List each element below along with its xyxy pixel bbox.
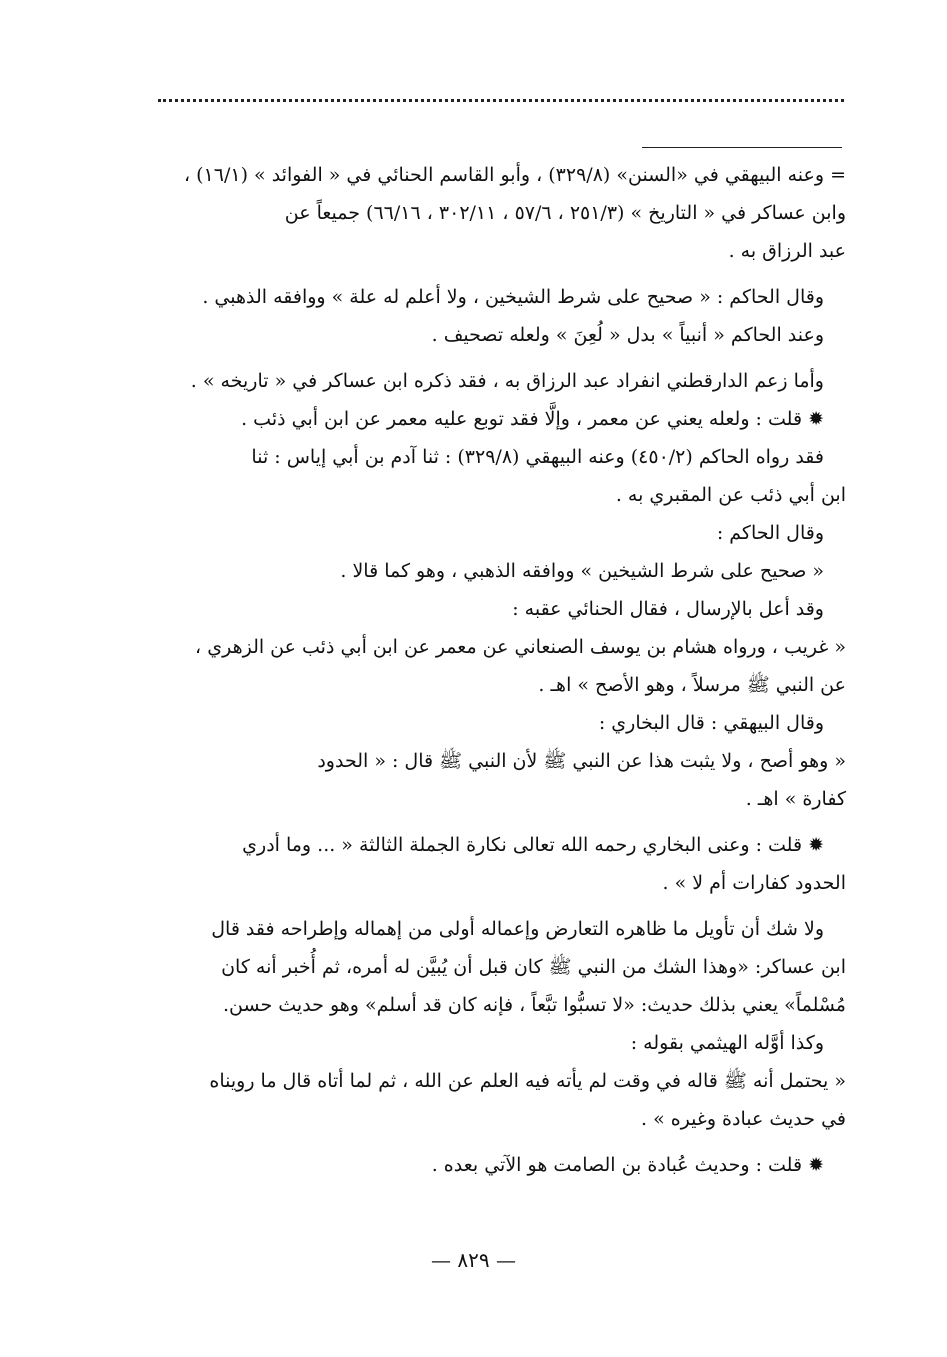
- text-line: « وهو أصح ، ولا يثبت هذا عن النبي ﷺ لأن النبي ﷺ قال : « الحدود: [317, 750, 846, 772]
- text-line: ولا شك أن تأويل ما ظاهره التعارض وإعماله أولى من إهماله وإطراحه فقد قال: [211, 918, 824, 940]
- text-line: ابن عساكر: «وهذا الشك من النبي ﷺ كان قبل أن يُبيَّن له أمره، ثم أُخبر أنه كان: [221, 956, 846, 978]
- footnote-rule: [642, 147, 842, 148]
- text-line: فقد رواه الحاكم (٤٥٠/٢) وعنه البيهقي (٣٢٩/٨) : ثنا آدم بن أبي إياس : ثنا: [251, 446, 824, 468]
- text-line: عبد الرزاق به .: [728, 240, 846, 262]
- footnote-body: [156, 156, 846, 1184]
- text-line: وقد أعل بالإرسال ، فقال الحنائي عقبه :: [512, 598, 824, 620]
- text-line: وقال البيهقي : قال البخاري :: [598, 712, 824, 734]
- text-line: ✹ قلت : وعنى البخاري رحمه الله تعالى نكارة الجملة الثالثة « ... وما أدري: [242, 834, 824, 856]
- text-line: عن النبي ﷺ مرسلاً ، وهو الأصح » اهـ .: [538, 674, 846, 696]
- text-line: « غريب ، ورواه هشام بن يوسف الصنعاني عن معمر عن ابن أبي ذئب عن الزهري ،: [195, 636, 846, 658]
- text-line: وكذا أوَّله الهيثمي بقوله :: [630, 1032, 824, 1054]
- text-line: « صحيح على شرط الشيخين » ووافقه الذهبي ، وهو كما قالا .: [340, 560, 824, 582]
- text-line: ✹ قلت : ولعله يعني عن معمر ، وإلَّا فقد توبع عليه معمر عن ابن أبي ذئب .: [241, 408, 824, 430]
- text-line: وقال الحاكم : « صحيح على شرط الشيخين ، ولا أعلم له علة » ووافقه الذهبي .: [202, 286, 824, 308]
- text-line: الحدود كفارات أم لا » .: [662, 872, 846, 894]
- text-line: وعند الحاكم « أنبياً » بدل « لُعِنَ » ولعله تصحيف .: [431, 324, 824, 346]
- text-line: « يحتمل أنه ﷺ قاله في وقت لم يأته فيه العلم عن الله ، ثم لما أتاه قال ما رويناه: [209, 1070, 846, 1092]
- text-line: وقال الحاكم :: [716, 522, 824, 544]
- text-line: وأما زعم الدارقطني انفراد عبد الرزاق به ، فقد ذكره ابن عساكر في « تاريخه » .: [190, 370, 824, 392]
- text-line: كفارة » اهـ .: [745, 788, 846, 810]
- text-line: وابن عساكر في « التاريخ » (٢٥١/٣ ، ٥٧/٦ ، ٣٠٢/١١ ، ٦٦/١٦) جميعاً عن: [284, 202, 846, 224]
- text-line: في حديث عبادة وغيره » .: [640, 1108, 846, 1130]
- text-line: ✹ قلت : وحديث عُبادة بن الصامت هو الآتي بعده .: [431, 1154, 824, 1176]
- text-line: ابن أبي ذئب عن المقبري به .: [615, 484, 846, 506]
- dotted-separator: [158, 99, 844, 102]
- text-line: مُسْلماً» يعني بذلك حديث: «لا تسبُّوا تبَّعاً ، فإنه كان قد أسلم» وهو حديث حسن.: [223, 994, 846, 1016]
- text-line: = وعنه البيهقي في «السنن» (٣٢٩/٨) ، وأبو القاسم الحنائي في « الفوائد » (١٦/١) ،: [183, 164, 846, 186]
- page-number: — ٨٢٩ —: [431, 1248, 516, 1272]
